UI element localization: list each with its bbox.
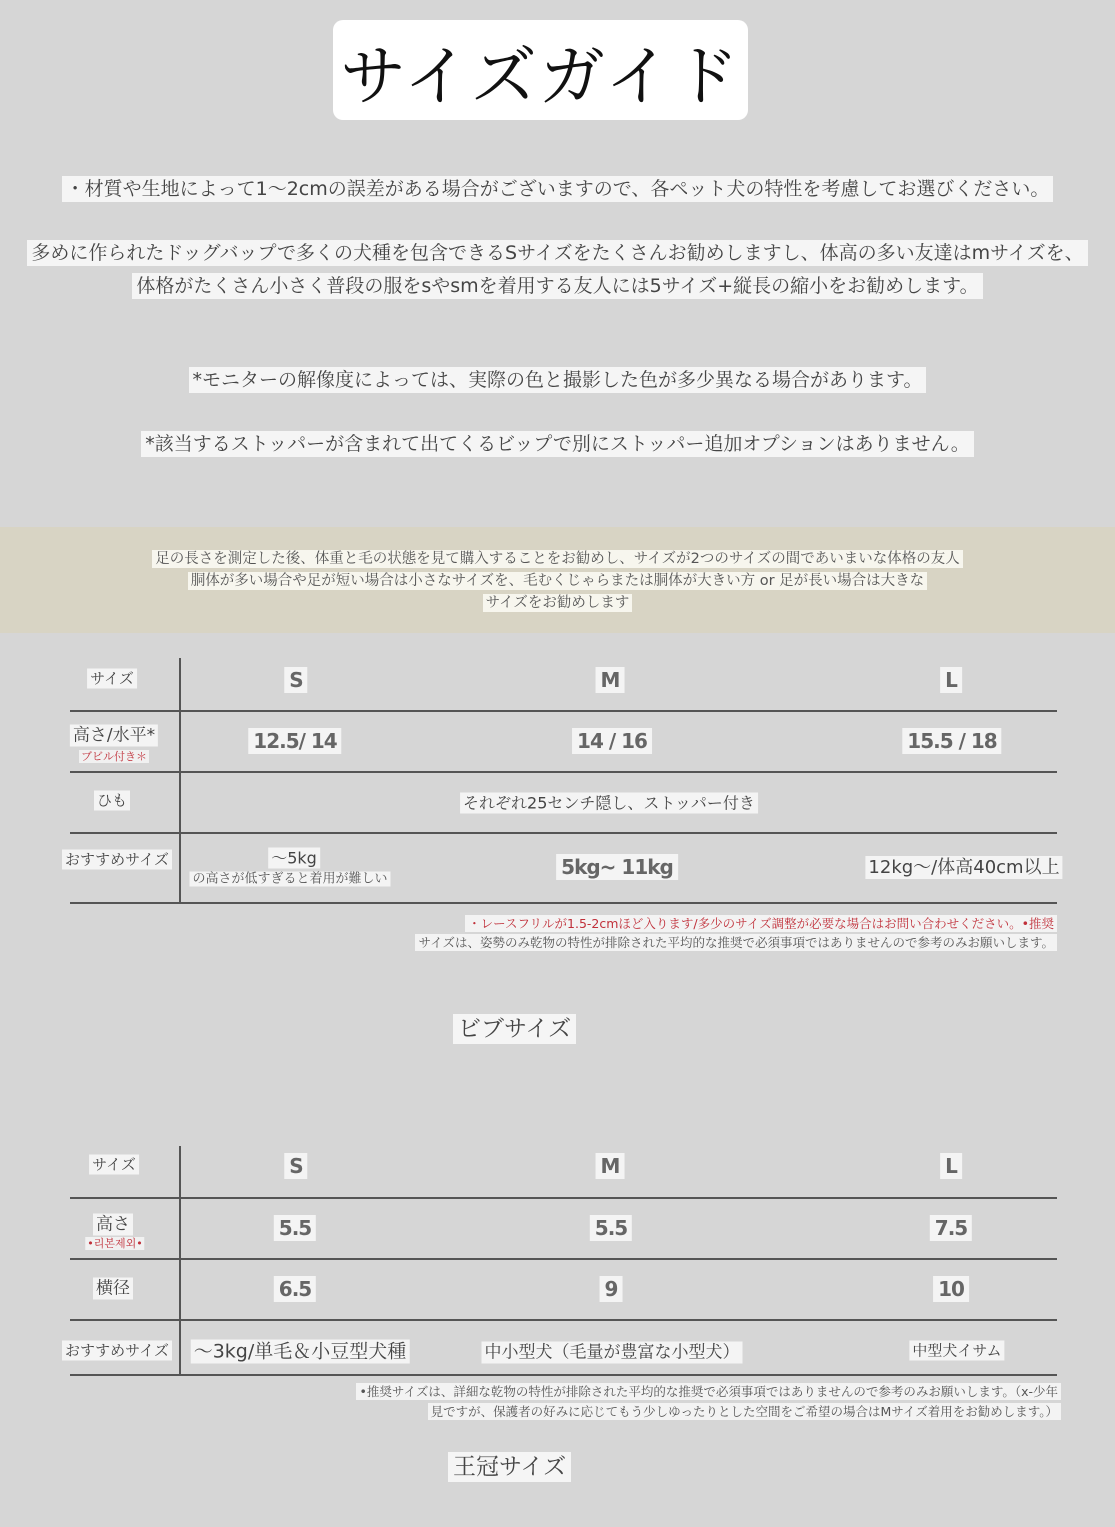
table2-height-m: 5.5 [590,1216,632,1240]
table1-divider-vertical [179,658,181,904]
note-monitor [0,365,1115,392]
note-material-text: ・材質や生地によって1〜2cmの誤差がある場合がございますので、各ペット犬の特性を考慮してお選びください。 [62,176,1054,202]
table1-strap-value: それぞれ25センチ隠し、ストッパー付き [460,791,758,814]
table1-height-l: 15.5 / 18 [902,729,1001,753]
table2-rule [70,1374,1057,1376]
table1-header-l: L [940,668,962,692]
note-stopper [0,429,1115,456]
table2-height-s: 5.5 [274,1216,316,1240]
table1-footnote-red: ・レースフリルが1.5-2cmほど入ります/多少のサイズ調整が必要な場合はお問い合わせください。•推奨 [465,914,1057,932]
table2-recommend-m: 中小型犬（毛量が豊富な小型犬） [482,1338,743,1363]
table2-height-label: 高さ [93,1210,133,1235]
note-monitor-text: *モニターの解像度によっては、実際の色と撮影した色が多少異なる場合があります。 [189,367,927,393]
table1-height-s: 12.5/ 14 [248,729,341,753]
table2-height-l: 7.5 [930,1216,972,1240]
table1-rule [70,710,1057,712]
table1-header-m: M [596,668,625,692]
advice-text [0,548,1115,614]
section-title-bib: ビブサイズ [453,1010,576,1043]
table1-header-label: サイズ [87,668,137,689]
table2-rule [70,1319,1057,1321]
table2-width-s: 6.5 [274,1277,316,1301]
table2-header-label: サイズ [89,1154,139,1175]
note-stopper-text: *該当するストッパーが含まれて出てくるビップで別にストッパー追加オプションはありません。 [141,431,974,457]
table1-recommend-s: 〜5kg [268,846,320,869]
table2-header-s: S [284,1154,307,1178]
advice-line-2: 胴体が多い場合や足が短い場合は小さなサイズを、毛むくじゃらまたは胴体が大きい方 or 足が長い場合は大きな [188,572,927,590]
table2-width-l: 10 [933,1277,969,1301]
table1-strap-label: ひも [94,790,130,811]
note-recommend-2 [0,271,1115,298]
table1-recommend-m: 5kg~ 11kg [556,855,678,879]
table1-footnote: サイズは、姿勢のみ乾物の特性が排除された平均的な推奨で必須事項ではありませんので参考のみお願いします。 [415,933,1057,951]
table1-height-m: 14 / 16 [572,729,652,753]
section-title-crown: 王冠サイズ [448,1448,571,1481]
table2-height-sublabel: •리본제외• [87,1237,143,1250]
advice-line-1: 足の長さを測定した後、体重と毛の状態を見て購入することをお勧めし、サイズが2つのサイズの間であいまいな体格の友人 [152,550,962,568]
table1-recommend-label: おすすめサイズ [62,849,172,870]
page-title: サイズガイド [333,20,748,120]
note-recommend-1-text: 多めに作られたドッグバップで多くの犬種を包含できるSサイズをたくさんお勧めしますし、体高の多い友達はmサイズを、 [27,240,1087,266]
table2-header-l: L [940,1154,962,1178]
table2-recommend-label: おすすめサイズ [62,1340,172,1361]
note-recommend-1 [0,238,1115,265]
table1-header-s: S [284,668,307,692]
table2-width-label: 横径 [93,1274,133,1299]
table1-recommend-l: 12kg〜/体高40cm以上 [865,853,1062,879]
table2-width-m: 9 [600,1277,623,1301]
note-material [0,174,1115,201]
table1-height-label: 高さ/水平* [70,721,158,746]
table2-recommend-s: 〜3kg/単毛＆小豆型犬種 [191,1337,410,1364]
table2-divider-vertical [179,1146,181,1376]
advice-line-3: サイズをお勧めします [483,594,633,612]
table1-height-sublabel: ブビル付き＊ [81,750,147,763]
table2-header-m: M [596,1154,625,1178]
table2-recommend-l: 中型犬イサム [909,1340,1004,1361]
table2-rule [70,1197,1057,1199]
note-recommend-2-text: 体格がたくさん小さく普段の服をsやsmを着用する友人には5サイズ+縦長の縮小をお勧めします。 [132,273,982,299]
table1-rule [70,832,1057,834]
table1-recommend-s-note: の高さが低すぎると着用が難しい [189,868,390,887]
table1-rule [70,771,1057,773]
table1-rule [70,902,1057,904]
table2-footnote-1: •推奨サイズは、詳細な乾物の特性が排除された平均的な推奨で必須事項ではありませんので参考のみお願いします。（x-少年 [356,1382,1061,1400]
table2-rule [70,1258,1057,1260]
table2-footnote-2: 見ですが、保護者の好みに応じてもう少しゆったりとした空間をご希望の場合はMサイズ着用をお勧めします。） [428,1402,1061,1420]
